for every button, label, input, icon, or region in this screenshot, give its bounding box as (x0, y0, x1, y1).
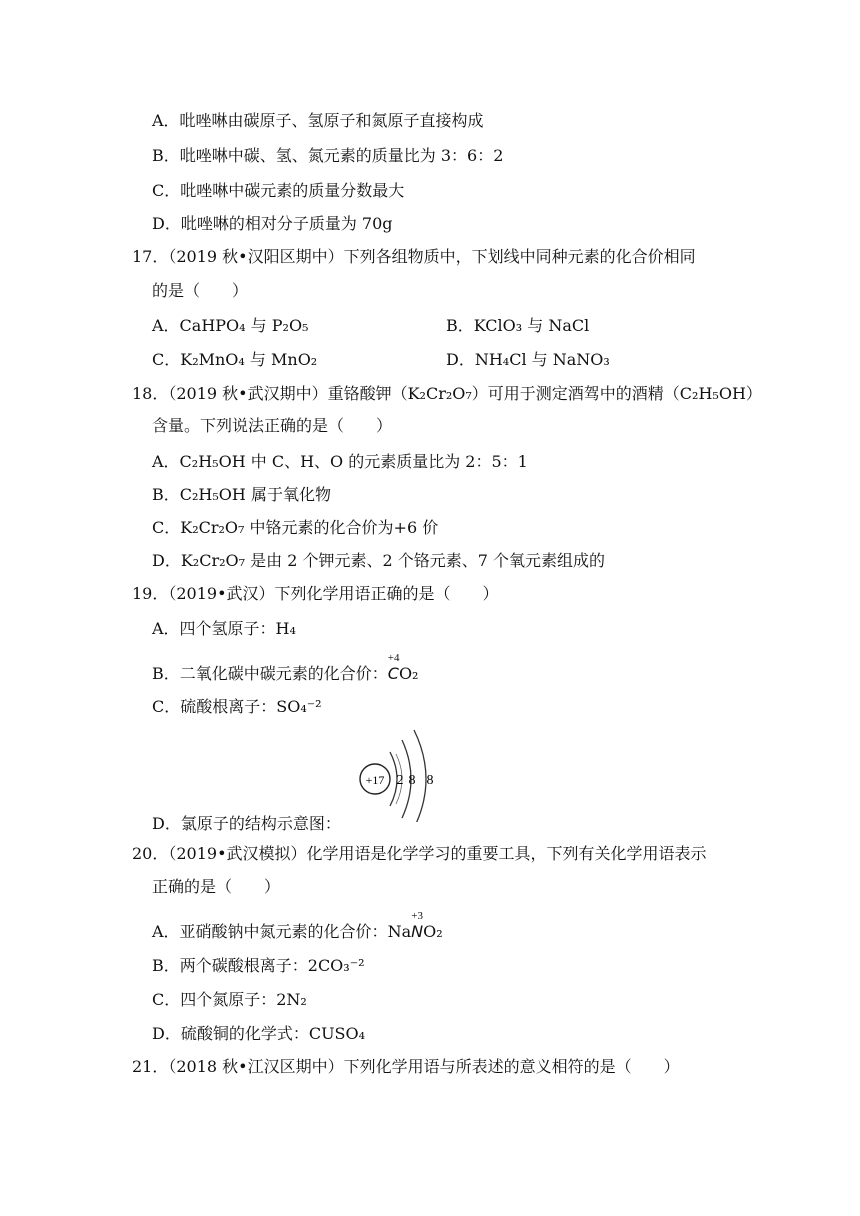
q20-option-a-text: A．亚硝酸钠中氮元素的化合价： (152, 922, 388, 941)
valence-element: C (387, 664, 399, 683)
q18-stem-line2: 含量。下列说法正确的是（ ） (152, 416, 393, 435)
valence-notation (411, 910, 424, 943)
nucleus-charge: +17 (365, 773, 385, 787)
q16-option-d: D．吡唑啉的相对分子质量为 70g (152, 214, 393, 233)
q18-option-d: D．K₂Cr₂O₇ 是由 2 个钾元素、2 个铬元素、7 个氧元素组成的 (152, 551, 606, 570)
shell-electrons-1: 2 (396, 773, 404, 788)
q20-stem-line1: 20．（2019•武汉模拟）化学用语是化学学习的重要工具，下列有关化学用语表示 (132, 844, 707, 863)
q18-stem-line1: 18．（2019 秋•武汉期中）重铬酸钾（K₂Cr₂O₇）可用于测定酒驾中的酒精（C₂H₅OH） (132, 384, 762, 403)
q19-option-c: C．硫酸根离子：SO₄⁻² (152, 697, 322, 716)
q19-option-b-text: B．二氧化碳中碳元素的化合价： (152, 664, 388, 683)
q19-stem: 19．（2019•武汉）下列化学用语正确的是（ ） (132, 584, 499, 603)
formula-rest: O₂ (398, 664, 419, 683)
q20-option-a (152, 910, 443, 943)
q18-option-c: C．K₂Cr₂O₇ 中铬元素的化合价为+6 价 (152, 518, 439, 537)
valence-number: +4 (387, 652, 400, 664)
shell-electrons-2: 8 (408, 773, 416, 788)
q19-option-a: A．四个氢原子：H₄ (152, 619, 296, 638)
q20-option-c: C．四个氮原子：2N₂ (152, 990, 307, 1009)
q18-option-a: A．C₂H₅OH 中 C、H、O 的元素质量比为 2：5：1 (152, 452, 528, 471)
q17-option-a: A．CaHPO₄ 与 P₂O₅ (152, 316, 309, 335)
q18-option-b: B．C₂H₅OH 属于氧化物 (152, 485, 331, 504)
q17-stem-line1: 17．（2019 秋•汉阳区期中）下列各组物质中，下划线中同种元素的化合价相同 (132, 247, 696, 266)
chlorine-atom-structure-diagram (356, 724, 442, 822)
q20-option-d: D．硫酸铜的化学式：CUSO₄ (152, 1024, 366, 1043)
q16-option-c: C．吡唑啉中碳元素的质量分数最大 (152, 181, 405, 200)
q16-option-b: B．吡唑啉中碳、氢、氮元素的质量比为 3：6：2 (152, 146, 504, 165)
q19-option-b (152, 652, 419, 685)
q19-option-d: D．氯原子的结构示意图： (152, 814, 341, 833)
valence-element: N (411, 922, 424, 941)
q17-option-c: C．K₂MnO₄ 与 MnO₂ (152, 350, 318, 369)
q20-stem-line2: 正确的是（ ） (152, 877, 281, 896)
q17-stem-line2: 的是（ ） (152, 281, 249, 300)
valence-number: +3 (411, 910, 423, 922)
q17-option-b: B．KClO₃ 与 NaCl (446, 316, 590, 335)
valence-notation (387, 652, 400, 685)
q20-option-b: B．两个碳酸根离子：2CO₃⁻² (152, 956, 365, 975)
q16-option-a: A．吡唑啉由碳原子、氢原子和氮原子直接构成 (152, 111, 484, 130)
q21-stem: 21．（2018 秋•江汉区期中）下列化学用语与所表述的意义相符的是（ ） (132, 1057, 680, 1076)
formula-rest: O₂ (423, 922, 443, 941)
electron-shell-3 (414, 730, 426, 822)
shell-electrons-3: 8 (426, 773, 434, 788)
q17-option-d: D．NH₄Cl 与 NaNO₃ (446, 350, 610, 369)
formula-prefix: Na (387, 922, 412, 941)
